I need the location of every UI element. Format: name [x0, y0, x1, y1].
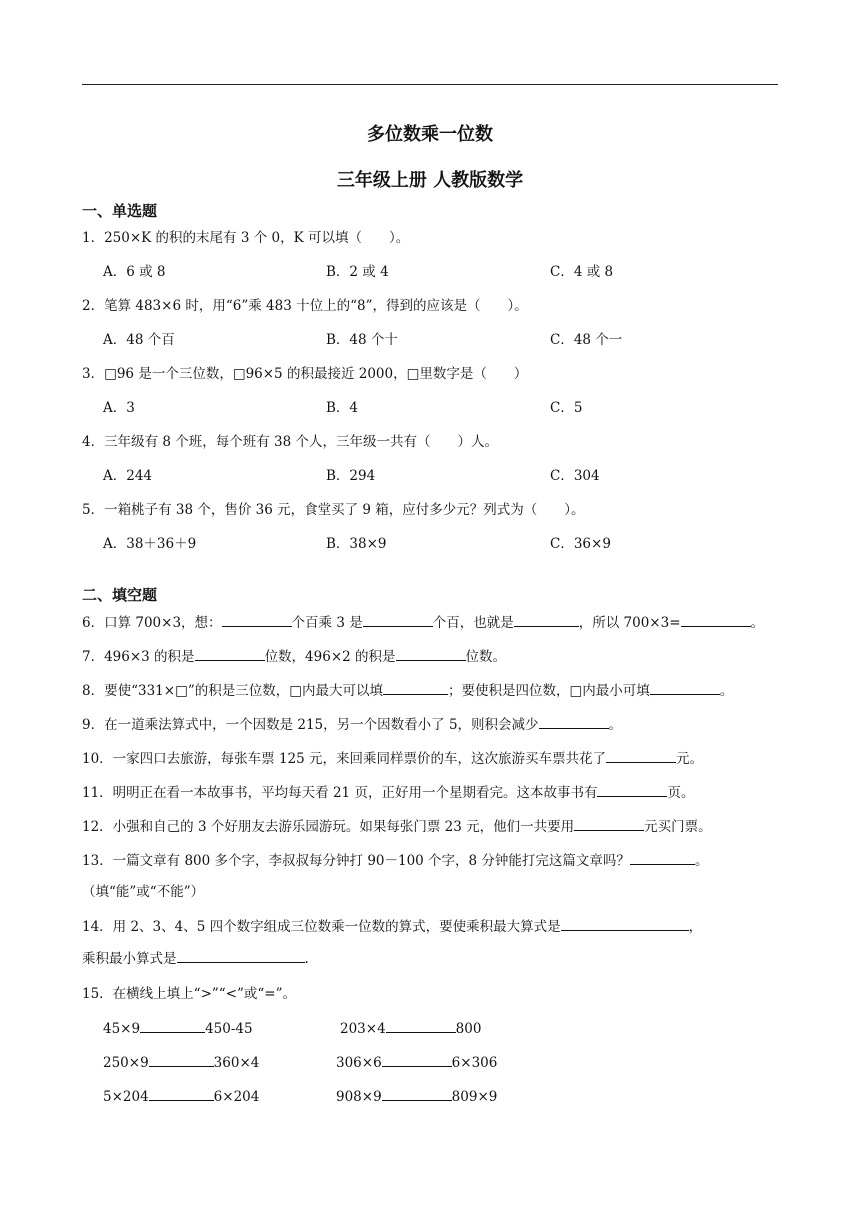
question-10-text: 元。 — [676, 751, 704, 767]
question-1-option-a[interactable]: A．6 或 8 — [103, 264, 166, 280]
question-7-text: 位数，496×2 的积是 — [264, 649, 396, 665]
question-13-text: 13．一篇文章有 800 多个字，李叔叔每分钟打 90－100 个字，8 分钟能打完这篇文章吗？ — [82, 853, 630, 869]
question-4-option-c[interactable]: C．304 — [550, 468, 600, 484]
answer-blank[interactable] — [149, 1086, 214, 1101]
answer-blank[interactable] — [681, 612, 751, 627]
answer-blank[interactable] — [650, 680, 720, 695]
answer-blank[interactable] — [195, 646, 265, 661]
question-5-option-c[interactable]: C．36×9 — [550, 536, 611, 552]
answer-blank[interactable] — [177, 948, 305, 963]
question-3-stem: 3．□96 是一个三位数，□96×5 的积最接近 2000，□里数字是（ ） — [82, 366, 528, 382]
question-12-text: 12．小强和自己的 3 个好朋友去游乐园游玩。如果每张门票 23 元，他们一共要用 — [82, 819, 575, 835]
answer-blank[interactable] — [363, 612, 433, 627]
question-11-text: 11．明明正在看一本故事书，平均每天看 21 页，正好用一个星期看完。这本故事书有 — [82, 785, 598, 801]
question-5-option-b[interactable]: B．38×9 — [326, 536, 387, 552]
question-3-option-c[interactable]: C．5 — [550, 400, 583, 416]
comparison-right: 6×204 — [213, 1089, 260, 1105]
answer-blank[interactable] — [574, 816, 644, 831]
question-8-text: ；要使积是四位数，□内最小可填 — [447, 683, 650, 699]
question-6-text: 个百，也就是 — [432, 615, 514, 631]
question-10-text: 10．一家四口去旅游，每张车票 125 元，来回乘同样票价的车，这次旅游买车票共花了 — [82, 751, 607, 767]
question-2-option-c[interactable]: C．48 个一 — [550, 332, 623, 348]
comparison-item — [103, 1086, 259, 1107]
question-1-option-c[interactable]: C．4 或 8 — [550, 264, 614, 280]
question-3-option-b[interactable]: B．4 — [326, 400, 359, 416]
answer-blank[interactable] — [382, 1052, 452, 1067]
comparison-left: 908×9 — [336, 1089, 382, 1105]
question-14-text: 14．用 2、3、4、5 四个数字组成三位数乘一位数的算式，要使乘积最大算式是 — [82, 919, 561, 935]
section-heading-single-choice: 一、单选题 — [82, 202, 158, 220]
question-1-stem: 1．250×K 的积的末尾有 3 个 0，K 可以填（ ）。 — [82, 230, 410, 246]
comparison-item — [336, 1086, 497, 1107]
question-4-stem: 4．三年级有 8 个班，每个班有 38 个人，三年级一共有（ ）人。 — [82, 434, 499, 450]
question-9-text: 9．在一道乘法算式中，一个因数是 215，另一个因数看小了 5，则积会减少 — [82, 717, 539, 733]
comparison-item — [340, 1018, 481, 1039]
question-9 — [82, 714, 622, 735]
question-4-option-b[interactable]: B．294 — [326, 468, 376, 484]
question-14-text: . — [304, 951, 309, 967]
comparison-item — [103, 1018, 253, 1039]
question-8 — [82, 680, 733, 701]
comparison-left: 250×9 — [103, 1055, 149, 1071]
question-15-stem: 15．在横线上填上“>”“<”或“=”。 — [82, 986, 297, 1002]
answer-blank[interactable] — [396, 646, 466, 661]
question-9-text: 。 — [608, 717, 623, 733]
comparison-right: 360×4 — [213, 1055, 260, 1071]
question-2-option-b[interactable]: B．48 个十 — [326, 332, 398, 348]
answer-blank[interactable] — [149, 1052, 214, 1067]
question-8-text: 。 — [719, 683, 734, 699]
question-6-text: 。 — [750, 615, 765, 631]
page-subtitle: 三年级上册 人教版数学 — [336, 170, 524, 191]
comparison-left: 306×6 — [336, 1055, 382, 1071]
question-14-line-2 — [82, 948, 309, 969]
answer-blank[interactable] — [630, 850, 695, 865]
question-14-text: 乘积最小算式是 — [82, 951, 177, 967]
question-5-option-a[interactable]: A．38＋36＋9 — [103, 536, 197, 552]
answer-blank[interactable] — [514, 612, 579, 627]
question-11-text: 页。 — [667, 785, 695, 801]
question-6-text: ，所以 700×3= — [578, 615, 681, 631]
question-8-text: 8．要使“331×□”的积是三位数，□内最大可以填 — [82, 683, 383, 699]
comparison-item — [336, 1052, 497, 1073]
question-5-stem: 5．一箱桃子有 38 个，售价 36 元，食堂买了 9 箱，应付多少元？列式为（ ）。 — [82, 502, 585, 518]
comparison-right: 800 — [455, 1021, 482, 1037]
question-13 — [82, 850, 708, 871]
question-14-text: ， — [688, 919, 703, 935]
question-13-text: 。 — [694, 853, 709, 869]
header-rule — [82, 84, 778, 85]
question-14 — [82, 916, 702, 937]
comparison-left: 5×204 — [103, 1089, 149, 1105]
answer-blank[interactable] — [606, 748, 676, 763]
answer-blank[interactable] — [382, 1086, 452, 1101]
section-heading-fill-blank: 二、填空题 — [82, 586, 158, 604]
answer-blank[interactable] — [386, 1018, 456, 1033]
page-title: 多位数乘一位数 — [367, 124, 493, 145]
answer-blank[interactable] — [383, 680, 448, 695]
comparison-right: 6×306 — [451, 1055, 498, 1071]
answer-blank[interactable] — [140, 1018, 205, 1033]
question-12-text: 元买门票。 — [644, 819, 712, 835]
answer-blank[interactable] — [222, 612, 292, 627]
question-4-option-a[interactable]: A．244 — [103, 468, 153, 484]
comparison-right: 809×9 — [451, 1089, 498, 1105]
comparison-item — [103, 1052, 259, 1073]
question-7-text: 7．496×3 的积是 — [82, 649, 195, 665]
comparison-left: 203×4 — [340, 1021, 386, 1037]
comparison-right: 450-45 — [205, 1021, 253, 1037]
question-11 — [82, 782, 694, 803]
answer-blank[interactable] — [539, 714, 609, 729]
question-6 — [82, 612, 764, 633]
question-7 — [82, 646, 506, 667]
question-1-option-b[interactable]: B．2 或 4 — [326, 264, 389, 280]
answer-blank[interactable] — [561, 916, 689, 931]
question-3-option-a[interactable]: A．3 — [103, 400, 135, 416]
comparison-left: 45×9 — [103, 1021, 141, 1037]
question-6-text: 个百乘 3 是 — [291, 615, 363, 631]
question-2-option-a[interactable]: A．48 个百 — [103, 332, 175, 348]
question-10 — [82, 748, 703, 769]
question-2-stem: 2．笔算 483×6 时，用“6”乘 483 十位上的“8”，得到的应该是（ ）。 — [82, 298, 528, 314]
question-6-text: 6．口算 700×3，想： — [82, 615, 222, 631]
question-13-hint: （填“能”或“不能”） — [82, 884, 205, 900]
question-7-text: 位数。 — [465, 649, 507, 665]
answer-blank[interactable] — [597, 782, 667, 797]
question-12 — [82, 816, 712, 837]
